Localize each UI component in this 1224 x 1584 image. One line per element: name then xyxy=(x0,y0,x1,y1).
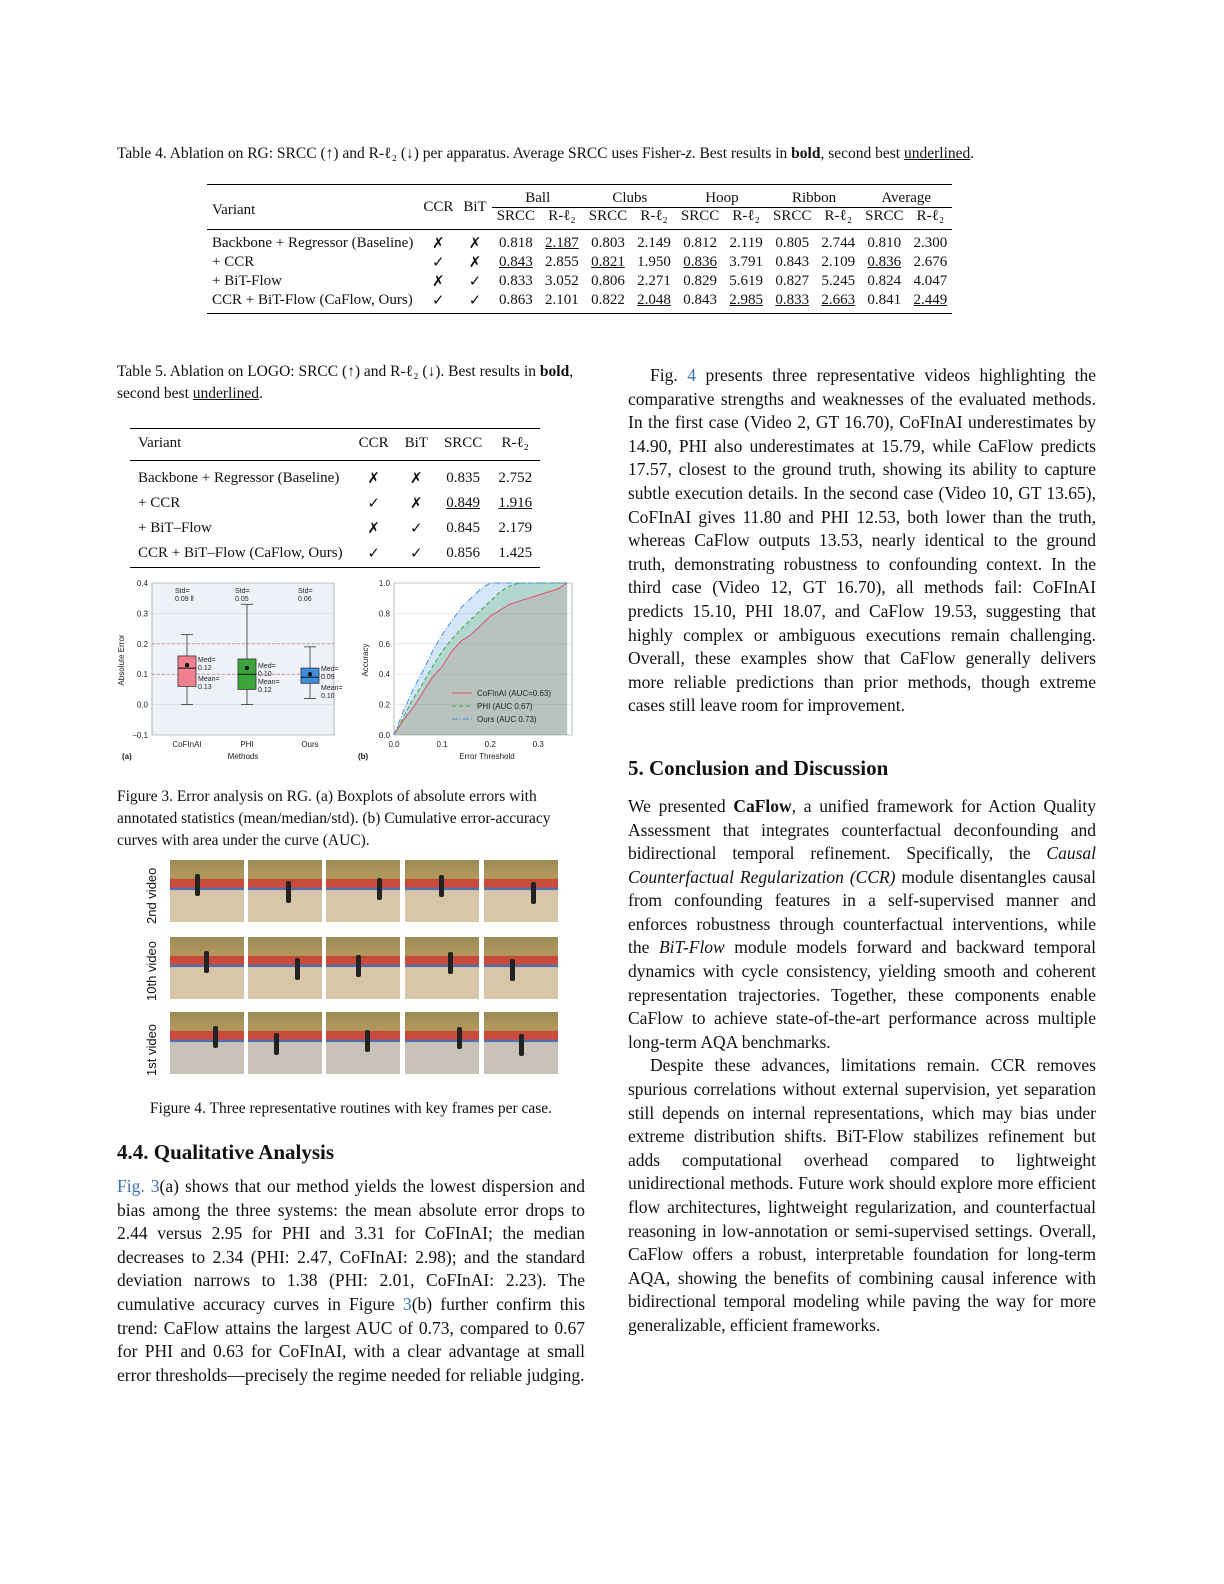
table-cell-ccr: ✓ xyxy=(432,255,445,271)
video-frame xyxy=(248,860,322,922)
legend-label: CoFInAI (AUC=0.63) xyxy=(477,689,552,698)
t4-subheader: SRCC xyxy=(676,208,724,230)
figure3-caption: Figure 3. Error analysis on RG. (a) Boxplots of absolute errors with annotated statistics (mean/median/std). (b) Cumulative error-accuracy curves with area under the curve (AUC). xyxy=(117,788,551,849)
paragraph-limitations: Despite these advances, limitations remain. CCR removes spurious correlations without external supervision, yet separation still depends on internal representations, which may bias under extreme distribution shifts. BiT-Flow stabilizes refinement but adds computational overhead compared to lightweight unidirectional methods. Future work should explore more efficient flow architectures, lightweight regularization, and counterfactual reasoning in low-annotation or semi-supervised settings. Overall, CaFlow offers a robust, interpretable foundation for long-term AQA, showing the benefits of combining causal inference with bidirectional temporal modeling while paving the way for more generalizable, efficient frameworks. xyxy=(628,1055,1096,1335)
table-cell: ✗ xyxy=(409,496,423,512)
table-cell: 2.663 xyxy=(821,292,856,308)
table4-caption xyxy=(117,143,1107,165)
x-tick-label: Ours xyxy=(301,740,319,749)
t4-group: Ribbon xyxy=(791,190,837,206)
y-tick-label: 0.2 xyxy=(378,700,390,710)
table-cell: 0.827 xyxy=(775,273,810,289)
table-cell-ccr: ✗ xyxy=(432,274,445,290)
table-cell-variant: + BiT-Flow xyxy=(212,273,283,289)
x-tick-label: PHI xyxy=(240,740,254,749)
t4-subheader: SRCC xyxy=(860,208,908,230)
box-mean-marker xyxy=(308,672,312,676)
std-annotation: 0.05 xyxy=(235,596,249,603)
figure4-row-label: 10th video xyxy=(144,941,159,1001)
table-cell: 0.856 xyxy=(446,545,480,561)
table-cell: ✓ xyxy=(367,546,380,562)
y-axis-label: Accuracy xyxy=(361,643,370,677)
figure4-row-label: 1st video xyxy=(144,1023,159,1076)
table-cell: CCR + BiT–Flow (CaFlow, Ours) xyxy=(138,545,343,561)
table-cell: 3.052 xyxy=(545,273,579,289)
table-cell: 0.863 xyxy=(498,292,533,308)
table-cell: 2.048 xyxy=(637,292,671,308)
table-cell: ✓ xyxy=(367,496,380,512)
video-frame xyxy=(484,860,558,922)
y-tick-label: 0.8 xyxy=(378,609,390,619)
table-cell: 2.752 xyxy=(498,470,533,486)
box-mean-marker xyxy=(185,663,189,667)
std-annotation: 0.06 xyxy=(298,596,312,603)
table-cell: 0.843 xyxy=(683,292,717,308)
mean-annotation: 0.12 xyxy=(258,687,272,695)
table-cell-variant: + CCR xyxy=(212,254,255,270)
gymnast-figure xyxy=(439,875,444,897)
video-frame xyxy=(170,860,244,922)
mean-annotation: Mean= xyxy=(198,676,220,684)
y-tick-label: 0.0 xyxy=(378,731,390,740)
t4-group: Clubs xyxy=(612,190,648,206)
video-frame xyxy=(248,937,322,999)
table-cell: 0.810 xyxy=(867,235,902,251)
table-cell: 1.950 xyxy=(637,254,671,270)
table-cell: 2.109 xyxy=(821,254,856,270)
t4-subheader: SRCC xyxy=(492,208,540,230)
table-cell: 0.835 xyxy=(446,470,480,486)
caption-text: Table 5. Ablation on LOGO: SRCC (↑) and R-ℓ₂ (↓). Best results in bold, second best underlined. xyxy=(117,363,574,402)
box-mean-marker xyxy=(245,666,249,670)
std-annotation: 0.09 ll xyxy=(175,596,194,603)
table-row xyxy=(130,491,540,516)
median-annotation: 0.12 xyxy=(198,665,212,673)
figure-link[interactable]: 4 xyxy=(687,365,696,385)
table-cell: 0.812 xyxy=(683,235,717,251)
table-cell: 2.985 xyxy=(729,292,764,308)
table-cell-variant: CCR + BiT-Flow (CaFlow, Ours) xyxy=(212,292,413,308)
table-cell: 0.849 xyxy=(446,495,480,511)
table-cell: 2.119 xyxy=(729,235,763,251)
y-tick-label: 0.3 xyxy=(136,609,148,619)
table-cell: 4.047 xyxy=(913,273,948,289)
panel-label: (b) xyxy=(358,752,369,761)
table-cell: 1.425 xyxy=(498,545,533,561)
caption-text: Table 4. Ablation on RG: SRCC (↑) and R-ℓ₂ (↓) per apparatus. Average SRCC uses Fisher-z. Best results in bold, second best underlined. xyxy=(117,145,975,162)
mean-annotation: Mean= xyxy=(321,685,343,693)
gymnast-figure xyxy=(377,878,382,900)
y-tick-label: 0.6 xyxy=(378,639,390,649)
gymnast-figure xyxy=(356,955,361,977)
y-tick-label: 0.2 xyxy=(136,639,148,649)
video-frame xyxy=(484,1012,558,1074)
t4-group: Hoop xyxy=(705,190,739,206)
table-cell: 0.803 xyxy=(591,235,625,251)
y-tick-label: 0.1 xyxy=(136,670,148,680)
gymnast-figure xyxy=(274,1033,279,1055)
legend-label: Ours (AUC 0.73) xyxy=(477,715,537,724)
table-cell: 0.833 xyxy=(775,292,810,308)
panel-label: (a) xyxy=(122,752,132,761)
table-cell: 0.821 xyxy=(591,254,625,270)
gymnast-figure xyxy=(213,1026,218,1048)
table-cell: 2.855 xyxy=(545,254,579,270)
table-cell: 2.449 xyxy=(913,292,948,308)
t5-header: Variant xyxy=(138,435,182,451)
figure3 xyxy=(112,575,588,765)
table-row xyxy=(130,541,540,568)
y-tick-label: 0.4 xyxy=(136,579,148,588)
table-cell: ✗ xyxy=(367,521,380,537)
video-frame xyxy=(405,860,479,922)
x-axis-label: Methods xyxy=(227,752,259,761)
gymnast-figure xyxy=(195,874,200,896)
table5 xyxy=(130,428,540,568)
table-cell: 0.843 xyxy=(775,254,810,270)
section-title: 5. Conclusion and Discussion xyxy=(628,755,889,780)
t4-group: Average xyxy=(881,190,932,206)
table-cell: 2.271 xyxy=(637,273,671,289)
table-cell: + BiT–Flow xyxy=(138,520,212,536)
median-annotation: 0.09 xyxy=(321,674,335,682)
table-cell: 2.149 xyxy=(637,235,671,251)
video-frame xyxy=(326,937,400,999)
table-cell: 0.845 xyxy=(446,520,480,536)
gymnast-figure xyxy=(510,959,515,981)
table-cell: 0.829 xyxy=(683,273,717,289)
table-row xyxy=(207,230,952,254)
video-frame xyxy=(484,937,558,999)
video-frame xyxy=(248,1012,322,1074)
table5-caption xyxy=(117,361,585,405)
table-cell: 5.245 xyxy=(821,273,856,289)
t4-subheader: R-ℓ₂ xyxy=(908,208,952,230)
right-column xyxy=(628,364,1096,1338)
gymnast-figure xyxy=(448,952,453,974)
section-4-4 xyxy=(117,1140,585,1387)
mean-annotation: 0.10 xyxy=(321,693,335,701)
table-cell-ccr: ✓ xyxy=(432,293,445,309)
figure4-caption: Figure 4. Three representative routines with key frames per case. xyxy=(149,1100,553,1117)
table-cell: + CCR xyxy=(138,495,181,511)
table-cell: 2.676 xyxy=(913,254,948,270)
table-row xyxy=(207,272,952,291)
table-cell-bit: ✗ xyxy=(468,236,482,252)
gymnast-figure xyxy=(531,882,536,904)
video-frame xyxy=(170,1012,244,1074)
figure-link[interactable]: Fig. 3 xyxy=(117,1176,160,1196)
table-cell: 0.818 xyxy=(498,235,533,251)
gymnast-figure xyxy=(204,951,209,973)
table-cell: 3.791 xyxy=(729,254,764,270)
table-cell: ✓ xyxy=(409,546,423,562)
median-annotation: Med= xyxy=(198,657,216,665)
video-frame xyxy=(326,1012,400,1074)
table-cell: 0.805 xyxy=(775,235,810,251)
table-cell: 0.841 xyxy=(867,292,902,308)
table-cell: ✓ xyxy=(409,521,423,537)
gymnast-figure xyxy=(295,958,300,980)
figure-link[interactable]: 3 xyxy=(402,1293,412,1314)
table-cell: 0.833 xyxy=(498,273,533,289)
t4-header-ccr: CCR xyxy=(423,198,454,215)
table-cell: 1.916 xyxy=(498,495,533,511)
t4-header-variant: Variant xyxy=(212,201,256,218)
section-title: 4.4. Qualitative Analysis xyxy=(117,1140,335,1164)
table-cell: 2.744 xyxy=(821,235,856,251)
figure3-svg xyxy=(112,575,588,765)
table-cell: 0.806 xyxy=(591,273,625,289)
t4-subheader: R-ℓ₂ xyxy=(816,208,860,230)
t5-header: SRCC xyxy=(443,435,483,451)
t4-subheader: R-ℓ₂ xyxy=(724,208,768,230)
y-tick-label: 0.4 xyxy=(378,670,390,680)
table-cell: 2.179 xyxy=(498,520,533,536)
table-cell: 0.822 xyxy=(591,292,625,308)
table-cell: 0.843 xyxy=(498,254,533,270)
t4-subheader: SRCC xyxy=(584,208,632,230)
table-cell: 2.300 xyxy=(913,235,948,251)
x-tick-label: CoFInAI xyxy=(172,740,202,749)
table-cell: ✗ xyxy=(367,471,380,487)
table-cell-variant: Backbone + Regressor (Baseline) xyxy=(212,235,414,251)
mean-annotation: Mean= xyxy=(258,679,280,687)
table-cell-bit: ✗ xyxy=(468,255,482,271)
std-annotation: Std= xyxy=(175,588,190,595)
std-annotation: Std= xyxy=(235,588,250,595)
median-annotation: 0.10 xyxy=(258,671,272,679)
t5-header: BiT xyxy=(404,435,428,451)
table-cell: 0.824 xyxy=(867,273,902,289)
x-axis-label: Error Threshold xyxy=(459,752,515,761)
table-cell-bit: ✓ xyxy=(468,274,482,290)
gymnast-figure xyxy=(519,1034,524,1056)
table-cell: Backbone + Regressor (Baseline) xyxy=(138,470,340,486)
x-tick-label: 0.1 xyxy=(436,740,448,749)
paragraph-conclusion: We presented CaFlow, a unified framework for Action Quality Assessment that integrates counterfactual deconfounding and bidirectional temporal refinement. Specifically, the Causal Counterfactual Regularization (CCR) module disentangles causal from confounding features in a self-supervised manner and enforces robustness through counterfactual interventions, while the BiT-Flow module models forward and backward temporal dynamics with cycle consistency, yielding smooth and coherent representation trajectories. Together, these components enable CaFlow to achieve state-of-the-art performance across multiple long-term AQA benchmarks. xyxy=(628,795,1096,1052)
table-cell: 2.101 xyxy=(545,292,579,308)
video-frame xyxy=(405,937,479,999)
figure4-row-label: 2nd video xyxy=(144,867,159,924)
y-tick-label: −0.1 xyxy=(132,731,148,740)
box-body xyxy=(178,656,196,686)
table-cell: 5.619 xyxy=(729,273,764,289)
x-tick-label: 0.0 xyxy=(388,740,400,749)
t5-header: CCR xyxy=(358,435,389,451)
gymnast-figure xyxy=(365,1030,370,1052)
table-row xyxy=(130,461,540,492)
table-cell: ✗ xyxy=(409,471,423,487)
t4-subheader: R-ℓ₂ xyxy=(540,208,584,230)
x-tick-label: 0.2 xyxy=(484,740,496,749)
t5-header: R-ℓ₂ xyxy=(501,435,529,451)
gymnast-figure xyxy=(286,881,291,903)
section-4-4-paragraph: Fig. 3(a) shows that our method yields the lowest dispersion and bias among the three systems: the mean absolute error drops to 2.44 versus 2.95 for PHI and 3.31 for CoFInAI; the median decreases to 2.34 (PHI: 2.47, CoFInAI: 2.98); and the standard deviation narrows to 1.38 (PHI: 2.01, CoFInAI: 2.23). The cumulative accuracy curves in Figure 3(b) further confirm this trend: CaFlow attains the largest AUC of 0.73, compared to 0.67 for PHI and 0.63 for CoFInAI, with a clear advantage at small error thresholds—precisely the regime needed for reliable judging. xyxy=(117,1176,586,1385)
table-cell-bit: ✓ xyxy=(468,293,482,309)
video-frame xyxy=(170,937,244,999)
figure4 xyxy=(140,858,570,1088)
paragraph-qualitative: Fig. 4 presents three representative videos highlighting the comparative strengths and weaknesses of the evaluated methods. In the first case (Video 2, GT 16.70), CoFInAI underestimates by 14.90, PHI also underestimates at 15.79, while CaFlow predicts 17.57, closest to the ground truth, showing its ability to capture subtle execution details. In the second case (Video 10, GT 13.65), CoFInAI gives 11.80 and PHI 12.53, both lower than the truth, whereas CaFlow outputs 13.53, nearly identical to the ground truth, demonstrating robustness to confounding context. In the third case (Video 12, GT 16.70), all methods fail: CoFInAI predicts 15.10, PHI 18.07, and CaFlow 19.53, suggesting that highly complex or ambiguous executions remain challenging. Overall, these examples show that CaFlow generally delivers more reliable predictions than prior methods, though extreme cases still leave room for improvement. xyxy=(628,365,1096,716)
y-axis-label: Absolute Error xyxy=(117,634,126,686)
t4-subheader: R-ℓ₂ xyxy=(632,208,676,230)
median-annotation: Med= xyxy=(321,666,339,674)
table-cell-ccr: ✗ xyxy=(432,236,445,252)
std-annotation: Std= xyxy=(298,588,313,595)
table-row xyxy=(207,253,952,272)
y-tick-label: 0.0 xyxy=(136,700,148,710)
t4-group: Ball xyxy=(525,190,551,206)
video-frame xyxy=(405,1012,479,1074)
t4-header-bit: BiT xyxy=(463,198,487,215)
table-cell: 2.187 xyxy=(545,235,579,251)
table-row xyxy=(130,516,540,541)
x-tick-label: 0.3 xyxy=(532,740,544,749)
legend-label: PHI (AUC 0.67) xyxy=(477,702,533,711)
table-row xyxy=(207,291,952,314)
median-annotation: Med= xyxy=(258,663,276,671)
mean-annotation: 0.13 xyxy=(198,684,212,692)
table-cell: 0.836 xyxy=(867,254,902,270)
video-frame xyxy=(326,860,400,922)
t4-subheader: SRCC xyxy=(768,208,816,230)
table4 xyxy=(207,184,952,314)
y-tick-label: 1.0 xyxy=(378,579,390,588)
table-cell: 0.836 xyxy=(683,254,717,270)
gymnast-figure xyxy=(457,1027,462,1049)
